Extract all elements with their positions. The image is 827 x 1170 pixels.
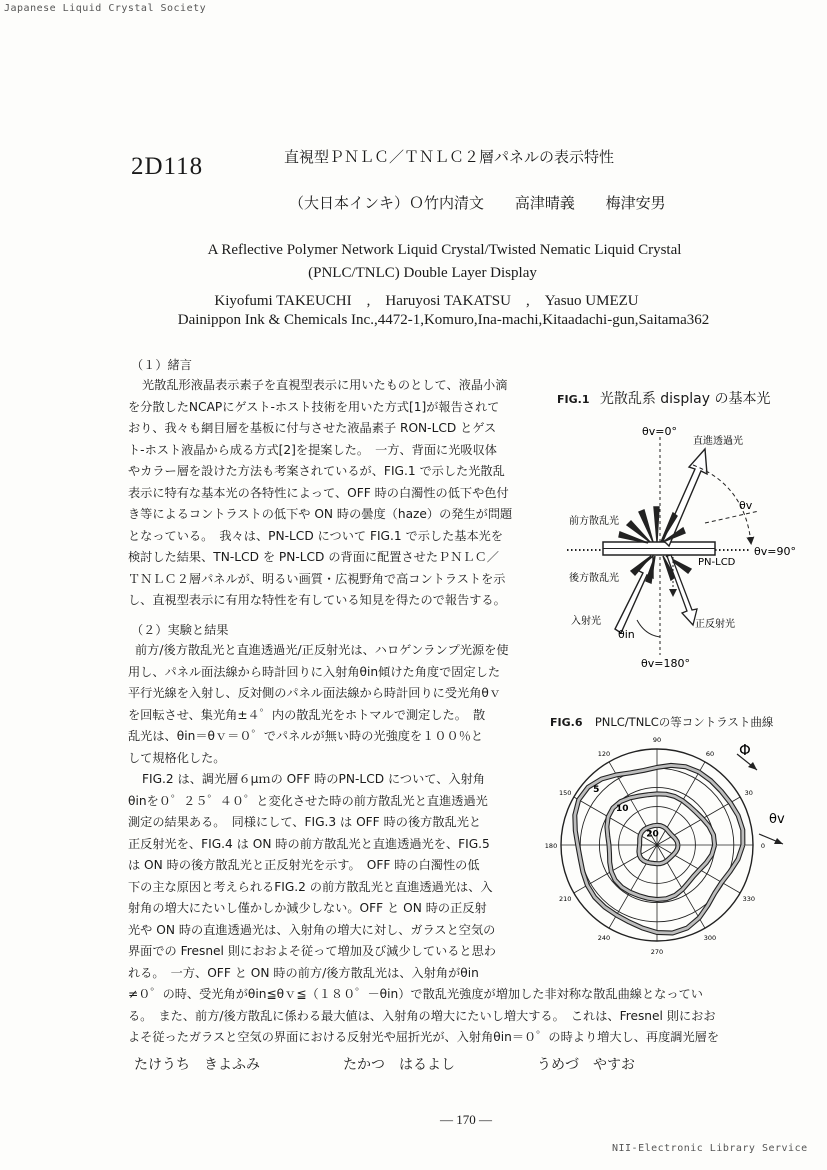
body-line: ＴＮＬＣ２層パネルが、明るい画質・広視野角で高コントラストを示 bbox=[128, 571, 506, 586]
polar-angle-label: 60 bbox=[705, 750, 715, 759]
body-line: る。 また、前方/後方散乱に係わる最大値は、入射角の増大にたいし増大する。 これは、Fresnel 則におお bbox=[128, 1008, 716, 1023]
body-line: し、直視型表示に有用な特性を有している知見を得たので報告する。 bbox=[128, 593, 506, 607]
body-line: を回転させ、集光角±４゜内の散乱光をホトマルで測定した。 散 bbox=[128, 707, 486, 722]
fig1-theta-v180: θv=180° bbox=[641, 657, 690, 670]
paper-code: 2D118 bbox=[131, 153, 204, 180]
contour-level-label: 5 bbox=[593, 785, 600, 796]
fig6-phi-label: Φ bbox=[739, 741, 751, 759]
body-line: を分散したNCAPにゲスト-ホスト技術を用いた方式[1]が報告されて bbox=[128, 399, 500, 414]
society-header: Japanese Liquid Crystal Society bbox=[4, 3, 207, 14]
fig1-theta-v0: θv=0° bbox=[642, 425, 677, 438]
title-jp: 直視型ＰＮＬＣ／ＴＮＬＣ２層パネルの表示特性 bbox=[284, 148, 615, 166]
body-line: 測定の結果ある。 同様にして、FIG.3 は OFF 時の後方散乱光と bbox=[128, 815, 482, 829]
body-line: ≠０゜の時、受光角がθin≦θｖ≦（１８０゜－θin）で散乱光強度が増加した非対称な散乱曲線となってい bbox=[128, 987, 703, 1001]
reading-author-3: うめづ やすお bbox=[537, 1057, 635, 1073]
title-en-2: (PNLC/TNLC) Double Layer Display bbox=[308, 265, 537, 281]
body-line: き等によるコントラストの低下や ON 時の曇度（haze）の発生が問題 bbox=[128, 507, 513, 521]
polar-angle-label: 210 bbox=[558, 895, 572, 903]
fig1-theta-v-line bbox=[705, 511, 759, 523]
contour-level-label: 20 bbox=[646, 829, 659, 840]
polar-spoke bbox=[657, 797, 740, 845]
polar-angle-label: 270 bbox=[650, 948, 664, 956]
author-jp-3: 梅津安男 bbox=[605, 194, 666, 212]
fig6-theta-v-label: θv bbox=[769, 812, 785, 827]
body-line: 用し、パネル面法線から時計回りに入射角θin傾けた角度で固定した bbox=[128, 664, 501, 679]
affiliation-en: Dainippon Ink & Chemicals Inc.,4472-1,Komuro,Ina-machi,Kitaadachi-gun,Saitama362 bbox=[177, 312, 710, 328]
polar-angle-label: 30 bbox=[744, 789, 753, 797]
body-line: 下の主な原因と考えられるFIG.2 の前方散乱光と直進透過光は、入 bbox=[128, 879, 493, 894]
fig1-diagram bbox=[555, 415, 827, 675]
section2-heading: （２）実験と結果 bbox=[131, 623, 229, 637]
fig1-panel-label: PN-LCD bbox=[698, 557, 736, 568]
fig1-theta-in-label: θin bbox=[618, 628, 635, 641]
body-line: ト-ホスト液晶から成る方式[2]を提案した。 一方、背面に光吸収体 bbox=[128, 442, 497, 457]
body-line: 界面での Fresnel 則におおよそ従って増加及び減少していると思わ bbox=[128, 944, 496, 958]
polar-spoke bbox=[657, 762, 705, 845]
fig1-caption bbox=[557, 388, 770, 408]
author-jp-1: Ｏ竹内清文 bbox=[409, 194, 485, 212]
fig1-incident-label: 入射光 bbox=[571, 616, 601, 627]
body-line: θinを０゜２５゜４０゜と変化させた時の前方散乱光と直進透過光 bbox=[128, 793, 488, 808]
fig1-theta-v-label: θv bbox=[739, 499, 753, 512]
polar-angle-label: 330 bbox=[742, 895, 756, 903]
body-line: となっている。 我々は、PN-LCD について FIG.1 で示した基本光を bbox=[128, 528, 504, 543]
fig1-direct-label: 直進透過光 bbox=[693, 436, 743, 447]
title-en-1: A Reflective Polymer Network Liquid Crystal/Twisted Nematic Liquid Crystal bbox=[207, 242, 682, 258]
fig1-theta-v90: θv=90° bbox=[754, 545, 796, 558]
body-line: やカラー層を設けた方法も考案されているが、FIG.1 で示した光散乱 bbox=[128, 464, 505, 478]
body-line: して規格化した。 bbox=[128, 750, 226, 765]
contour-line bbox=[575, 765, 743, 933]
fig6-caption bbox=[550, 714, 773, 730]
body-line: 平行光線を入射し、反対側のパネル面法線から時計回りに受光角θｖ bbox=[128, 686, 502, 700]
polar-angle-label: 300 bbox=[703, 933, 717, 942]
author-jp-2: 高津晴義 bbox=[514, 194, 575, 212]
section1-heading: （１）緒言 bbox=[131, 358, 192, 372]
authors-en: Kiyofumi TAKEUCHI , Haruyosi TAKATSU , Yasuo UMEZU bbox=[214, 293, 639, 309]
contour-level-label: 10 bbox=[615, 804, 629, 815]
body-line: よそ従ったガラスと空気の界面における反射光や屈折光が、入射角θin＝０゜の時より増大し、再度調光層を bbox=[128, 1030, 720, 1044]
authors-jp bbox=[289, 192, 666, 213]
fig6-polar-grid bbox=[558, 749, 756, 941]
fig1-label: FIG.1 bbox=[557, 393, 590, 406]
polar-angle-label: 120 bbox=[597, 750, 611, 759]
body-line: 表示に特有な基本光の各特性によって、OFF 時の白濁性の低下や色付 bbox=[128, 485, 509, 500]
fig1-title: 光散乱系 display の基本光 bbox=[599, 391, 771, 407]
body-line: 光散乱形液晶表示素子を直視型表示に用いたものとして、液晶小滴 bbox=[142, 378, 508, 392]
polar-angle-label: 0 bbox=[760, 842, 766, 850]
fig1-backward-label: 後方散乱光 bbox=[569, 573, 619, 584]
fig6-label: FIG.6 bbox=[550, 716, 583, 729]
library-footer: NII-Electronic Library Service bbox=[612, 1143, 808, 1154]
body-line: 射角の増大にたいし僅かしか減少しない。OFF と ON 時の正反射 bbox=[128, 901, 487, 915]
fig1-forward-label: 前方散乱光 bbox=[569, 516, 619, 527]
reading-author-1: たけうち きよふみ bbox=[134, 1057, 260, 1073]
reading-author-2: たかつ はるよし bbox=[343, 1057, 455, 1073]
fig1-specular-label: 正反射光 bbox=[695, 619, 735, 630]
body-line: 前方/後方散乱光と直進透過光/正反射光は、ハロゲンランプ光源を使 bbox=[135, 643, 509, 657]
body-line: 光や ON 時の直進透過光は、入射角の増大に対し、ガラスと空気の bbox=[128, 922, 496, 937]
fig6-polar-chart bbox=[545, 732, 827, 962]
fig1-incident-arrow bbox=[615, 556, 653, 633]
polar-angle-label: 240 bbox=[597, 933, 611, 942]
page-number: — 170 — bbox=[440, 1112, 492, 1127]
body-line: おり、我々も網目層を基板に付与させた液晶素子 RON-LCD とゲス bbox=[128, 421, 497, 435]
affiliation-jp: （大日本インキ） bbox=[289, 194, 410, 212]
body-line: れる。 一方、OFF と ON 時の前方/後方散乱光は、入射角がθin bbox=[128, 965, 479, 980]
fig6-title: PNLC/TNLCの等コントラスト曲線 bbox=[594, 715, 774, 729]
body-line: 乱光は、θin＝θｖ＝０゜でパネルが無い時の光強度を１００％と bbox=[128, 729, 484, 743]
body-line: FIG.2 は、調光層６μｍの OFF 時のPN-LCD について、入射角 bbox=[142, 772, 485, 786]
polar-angle-label: 90 bbox=[652, 736, 662, 744]
polar-angle-label: 180 bbox=[545, 842, 558, 850]
fig6-contours bbox=[575, 765, 743, 933]
polar-angle-label: 150 bbox=[558, 789, 572, 797]
body-line: 正反射光を、FIG.4 は ON 時の前方散乱光と直進透過光を、FIG.5 bbox=[128, 836, 490, 851]
body-line: は ON 時の後方散乱光と正反射光を示す。 OFF 時の白濁性の低 bbox=[128, 858, 480, 872]
body-line: 検討した結果、TN-LCD を PN-LCD の背面に配置させたＰＮＬＣ／ bbox=[128, 550, 499, 564]
